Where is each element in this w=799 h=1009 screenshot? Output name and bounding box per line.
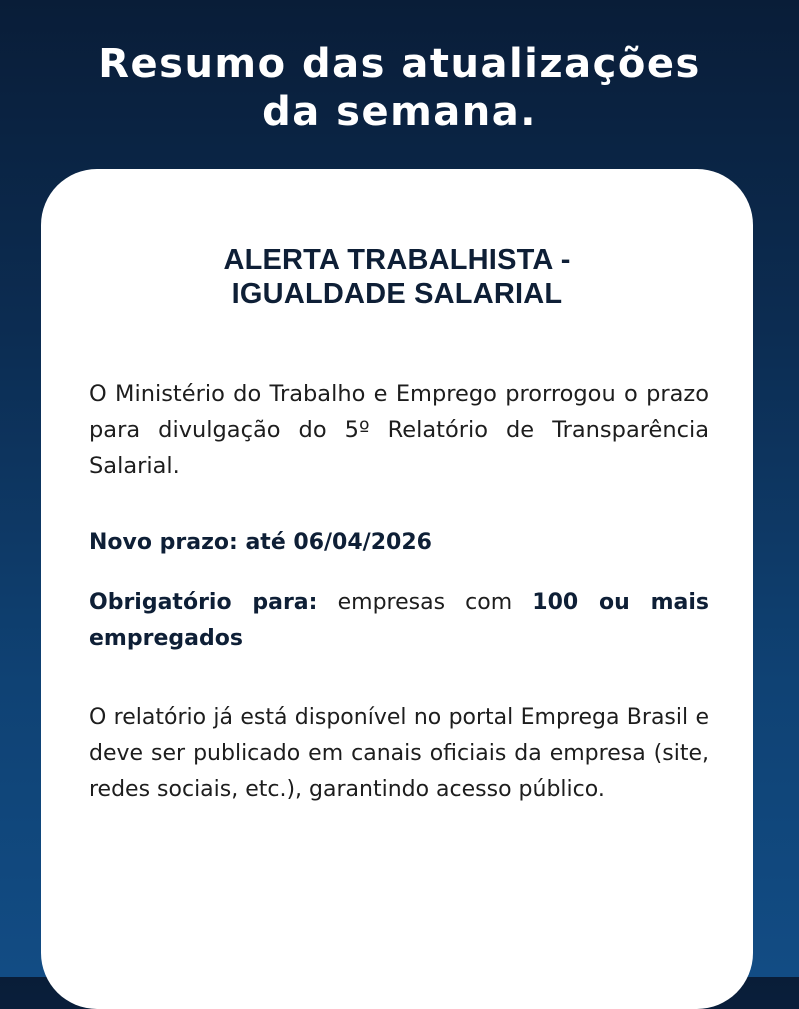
mandatory-text: empresas com — [317, 590, 533, 615]
mandatory-emphasis: 100 ou mais empregados — [89, 590, 709, 651]
mandatory-label: Obrigatório para: — [89, 590, 318, 615]
intro-paragraph: O Ministério do Trabalho e Emprego prorrogou o prazo para divulgação do 5º Relatório de Transparência Salarial. — [89, 381, 709, 479]
alert-card — [41, 169, 753, 1009]
alert-title-line-1: ALERTA TRABALHISTA - — [223, 244, 571, 276]
mandatory-paragraph — [89, 585, 709, 657]
alert-title — [41, 243, 753, 311]
alert-title-line-2: IGUALDADE SALARIAL — [231, 278, 563, 310]
headline-line-2: da semana. — [262, 89, 537, 135]
details-paragraph: O relatório já está disponível no portal Emprega Brasil e deve ser publicado em canais oficiais da empresa (site, redes sociais, etc.), garantindo acesso público. — [89, 705, 709, 802]
headline-line-1: Resumo das atualizações — [98, 41, 701, 87]
page-headline — [0, 40, 799, 136]
deadline-text: Novo prazo: até 06/04/2026 — [89, 530, 432, 555]
